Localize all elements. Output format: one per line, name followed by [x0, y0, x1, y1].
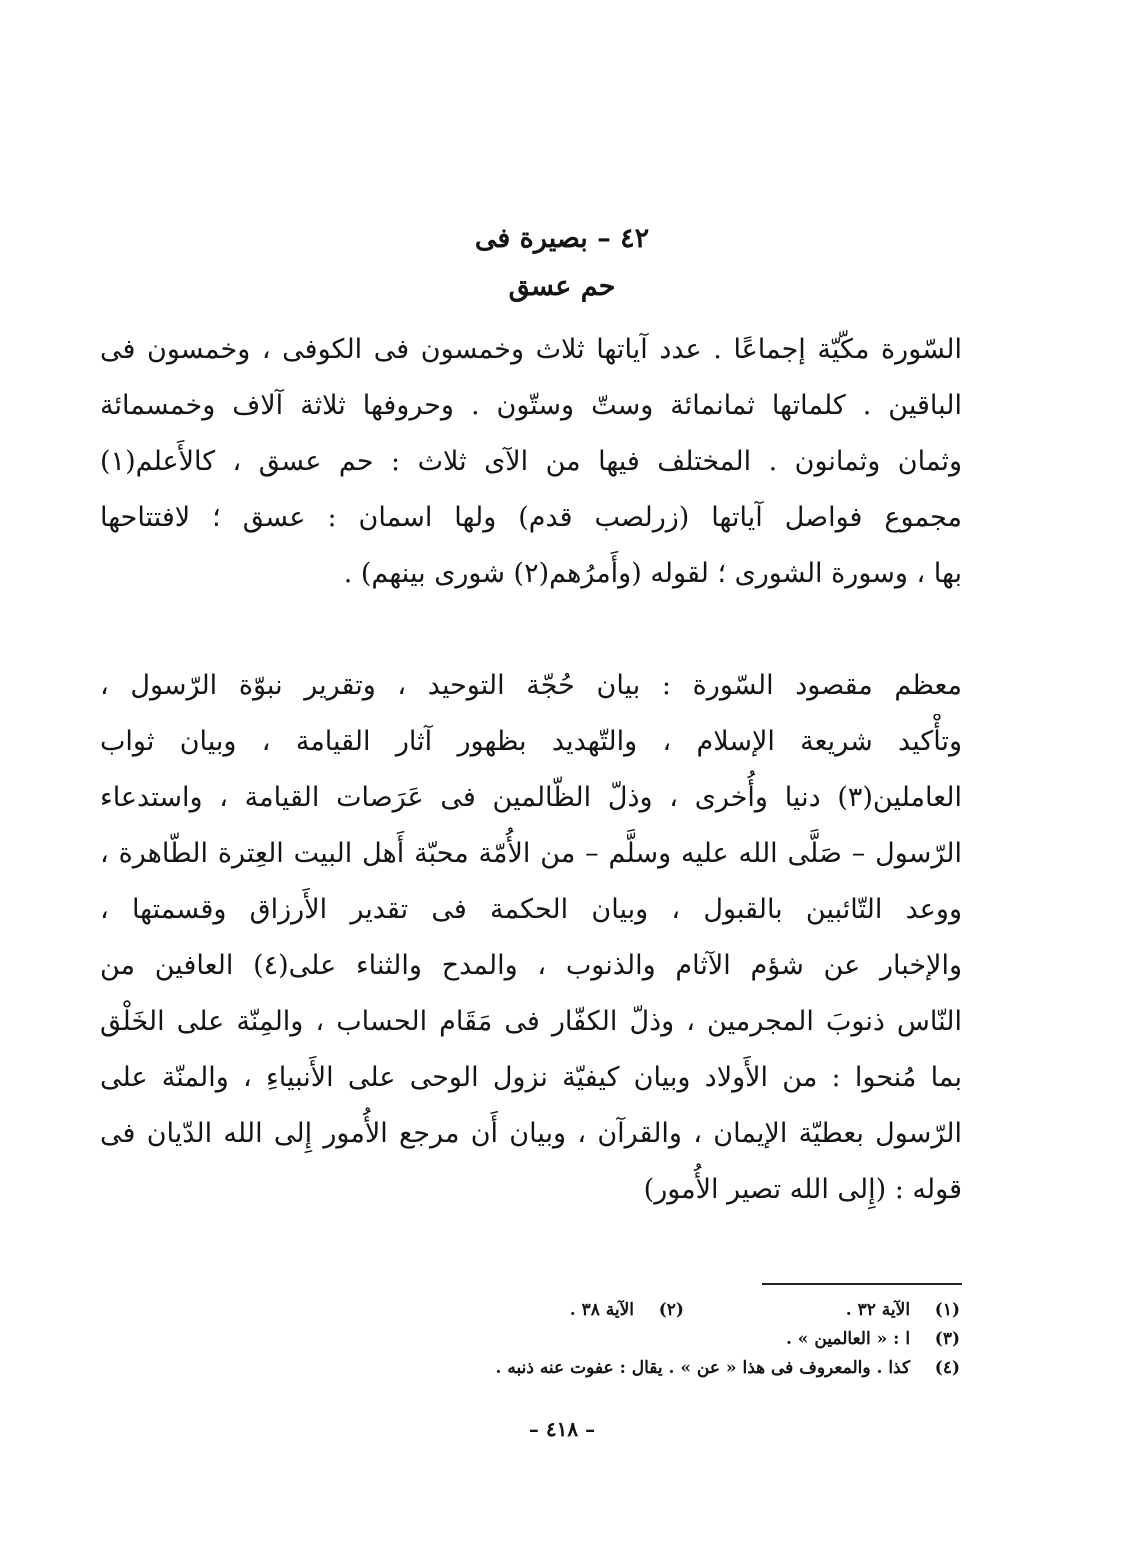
text-line: بها ، وسورة الشورى ؛ لقوله (وأَمرُهم(٢) شورى بينهم) . [343, 558, 962, 589]
footnote-text: الآية ٣٨ . [569, 1300, 635, 1320]
footnote-divider [762, 1283, 962, 1285]
text-line: مجموع فواصل آياتها (زرلصب قدم) ولها اسمان : عسق ؛ لافتتاحها [100, 502, 962, 533]
footnote-text: الآية ٣٢ . [845, 1300, 911, 1320]
page-number: – ٤١٨ – [528, 1417, 596, 1441]
text-line: ووعد التّائبين بالقبول ، وبيان الحكمة فى تقدير الأَرزاق وقسمتها ، [100, 894, 962, 925]
paragraph-purpose [100, 658, 962, 1218]
text-line: العاملين(٣) دنيا وأُخرى ، وذلّ الظّالمين فى عَرَصات القيامة ، واستدعاء [100, 782, 962, 813]
text-line: معظم مقصود السّورة : بيان حُجّة التوحيد ، وتقرير نبوّة الرّسول ، [100, 670, 962, 701]
surah-title: حم عسق [508, 271, 616, 302]
footnote-number: (٢) [658, 1300, 684, 1320]
text-line: الرّسول بعطيّة الإيمان ، والقرآن ، وبيان أَن مرجع الأُمور إِلى الله الدّيان فى [100, 1118, 962, 1149]
text-line: وثمان وثمانون . المختلف فيها من الآى ثلاث : حم عسق ، كالأَعلم(١) [100, 446, 962, 477]
text-line: الرّسول – صَلَّى الله عليه وسلَّم – من الأُمّة محبّة أَهل البيت العِترة الطّاهرة ، [100, 838, 962, 869]
paragraph-intro [100, 322, 962, 602]
text-line: والإخبار عن شؤم الآثام والذنوب ، والمدح والثناء على(٤) العافين من [100, 950, 962, 981]
footnote-row [290, 1296, 960, 1325]
chapter-title: ٤٢ – بصيرة فى [474, 223, 650, 254]
text-line: السّورة مكّيّة إجماعًا . عدد آياتها ثلاث وخمسون فى الكوفى ، وخمسون فى [100, 334, 962, 365]
footnote-row [290, 1325, 960, 1354]
text-line: بما مُنحوا : من الأَولاد وبيان كيفيّة نزول الوحى على الأَنبياءِ ، والمنّة على [100, 1062, 962, 1093]
footnote-number: (١) [934, 1300, 960, 1320]
footnote-text: ا : « العالمين » . [785, 1329, 911, 1349]
text-line: النّاس ذنوبَ المجرمين ، وذلّ الكفّار فى مَقَام الحساب ، والمِنّة على الخَلْق [100, 1006, 962, 1037]
footnote-number: (٣) [934, 1329, 960, 1349]
footnote-text: كذا . والمعروف فى هذا « عن » . يقال : عفوت عنه ذنبه . [495, 1358, 911, 1378]
text-line: قوله : (إِلى الله تصير الأُمور) [643, 1174, 962, 1205]
text-line: الباقين . كلماتها ثمانمائة وستّ وستّون . وحروفها ثلاثة آلاف وخمسمائة [100, 390, 962, 421]
text-line: وتأْكيد شريعة الإسلام ، والتّهديد بظهور آثار القيامة ، وبيان ثواب [100, 726, 962, 757]
footnote-row [290, 1354, 960, 1383]
footnote-number: (٤) [934, 1358, 960, 1378]
footnotes [290, 1296, 960, 1383]
